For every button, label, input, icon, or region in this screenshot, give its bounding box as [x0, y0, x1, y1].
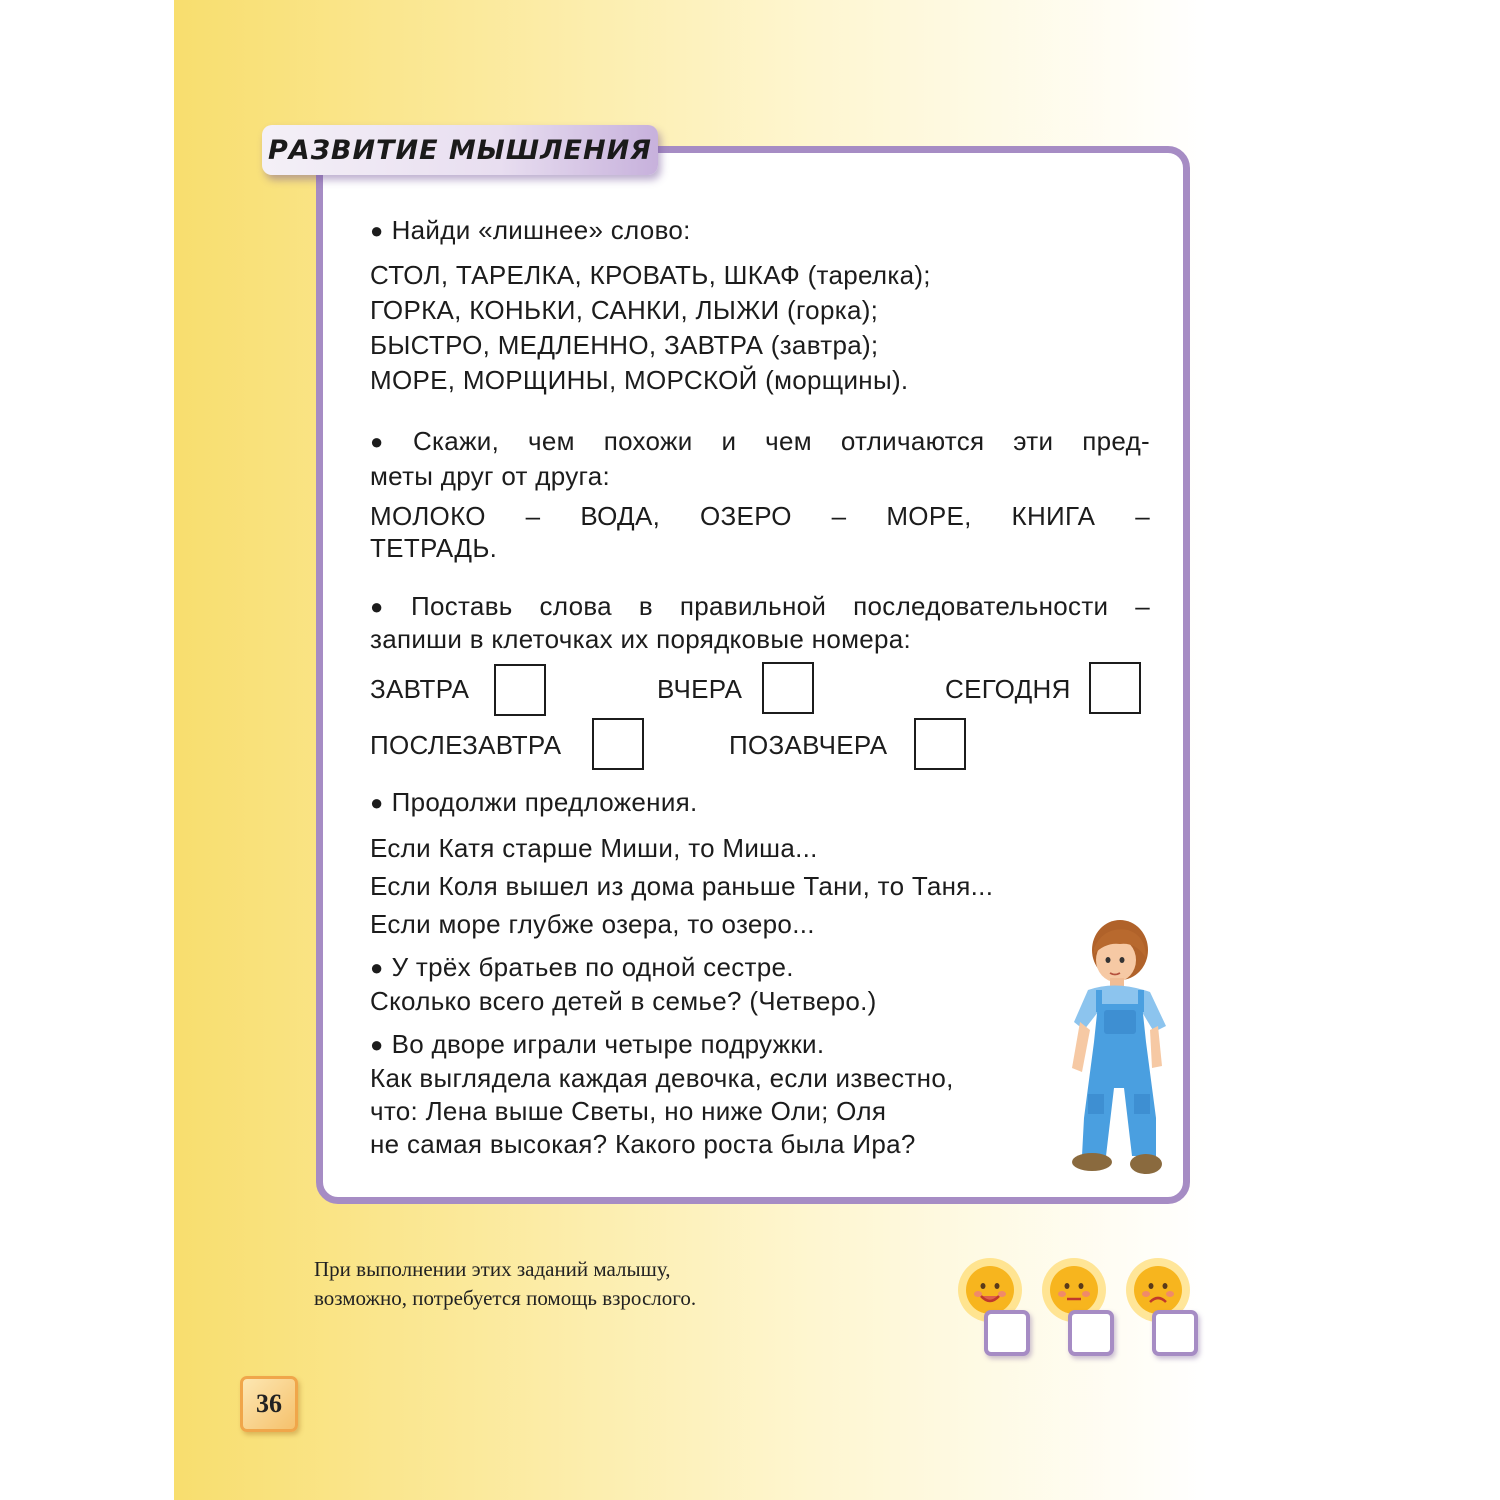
sequence-prompt-line2: запиши в клеточках их порядковые номера: — [370, 624, 912, 654]
girlfriends-line: Как выглядела каждая девочка, если известно, — [370, 1063, 954, 1093]
answer-box[interactable] — [592, 718, 644, 770]
sequence-row-1 — [370, 662, 1150, 718]
sequence-word: ПОЗАВЧЕРА — [729, 730, 888, 760]
girlfriends-prompt: ● Во дворе играли четыре подружки. — [370, 1028, 1150, 1062]
sequence-word: ПОСЛЕЗАВТРА — [370, 730, 562, 760]
continue-prompt: ● Продолжи предложения. — [370, 785, 1150, 821]
continue-line: Если море глубже озера, то озеро... — [370, 909, 815, 939]
answer-box[interactable] — [762, 662, 814, 714]
odd-word-line: СТОЛ, ТАРЕЛКА, КРОВАТЬ, ШКАФ (тарелка); — [370, 260, 931, 290]
girlfriends-line: не самая высокая? Какого роста была Ира? — [370, 1129, 916, 1159]
odd-word-line: ГОРКА, КОНЬКИ, САНКИ, ЛЫЖИ (горка); — [370, 295, 879, 325]
brothers-question: Сколько всего детей в семье? (Четверо.) — [370, 986, 877, 1016]
compare-prompt-line2: меты друг от друга: — [370, 461, 610, 491]
continue-line: Если Коля вышел из дома раньше Тани, то Таня... — [370, 871, 994, 901]
odd-word-line: МОРЕ, МОРЩИНЫ, МОРСКОЙ (морщины). — [370, 365, 909, 395]
odd-word-prompt: ● Найди «лишнее» слово: — [370, 213, 1150, 249]
compare-prompt-line1: ● Скажи, чем похожи и чем отличаются эти пред- — [370, 424, 1150, 460]
sequence-word: СЕГОДНЯ — [945, 674, 1071, 704]
compare-pairs-line1: МОЛОКО – ВОДА, ОЗЕРО – МОРЕ, КНИГА – — [370, 501, 1150, 531]
task-continue — [370, 785, 1150, 821]
task-girlfriends — [370, 1028, 1150, 1161]
brothers-prompt: ● У трёх братьев по одной сестре. — [370, 951, 1150, 985]
compare-pairs-line2: ТЕТРАДЬ. — [370, 533, 498, 563]
parent-note — [314, 1255, 834, 1313]
continue-line: Если Катя старше Миши, то Миша... — [370, 833, 818, 863]
note-line: возможно, потребуется помощь взрослого. — [314, 1286, 697, 1310]
odd-word-lines — [370, 258, 1150, 398]
boy-illustration — [1058, 918, 1178, 1186]
note-line: При выполнении этих заданий малышу, — [314, 1257, 671, 1281]
page-number: 36 — [240, 1376, 298, 1432]
rating-checkbox[interactable] — [1152, 1310, 1198, 1356]
compare-pairs — [370, 499, 1150, 566]
girlfriends-line: что: Лена выше Светы, но ниже Оли; Оля — [370, 1096, 887, 1126]
answer-box[interactable] — [1089, 662, 1141, 714]
answer-box[interactable] — [494, 664, 546, 716]
section-title: РАЗВИТИЕ МЫШЛЕНИЯ — [262, 125, 658, 175]
rating-happy — [956, 1256, 1036, 1366]
odd-word-line: БЫСТРО, МЕДЛЕННО, ЗАВТРА (завтра); — [370, 330, 879, 360]
rating-neutral — [1040, 1256, 1120, 1366]
task-compare — [370, 424, 1150, 494]
rating-checkbox[interactable] — [1068, 1310, 1114, 1356]
sequence-word: ЗАВТРА — [370, 674, 470, 704]
task-brothers — [370, 951, 1150, 1018]
task-odd-word — [370, 213, 1150, 249]
sequence-word: ВЧЕРА — [657, 674, 743, 704]
sequence-row-2 — [370, 718, 1150, 774]
sequence-prompt-line1: ● Поставь слова в правильной последовательности – — [370, 589, 1150, 625]
task-sequence — [370, 589, 1150, 657]
rating-checkbox[interactable] — [984, 1310, 1030, 1356]
rating-sad — [1124, 1256, 1204, 1366]
continue-lines — [370, 829, 1150, 943]
answer-box[interactable] — [914, 718, 966, 770]
